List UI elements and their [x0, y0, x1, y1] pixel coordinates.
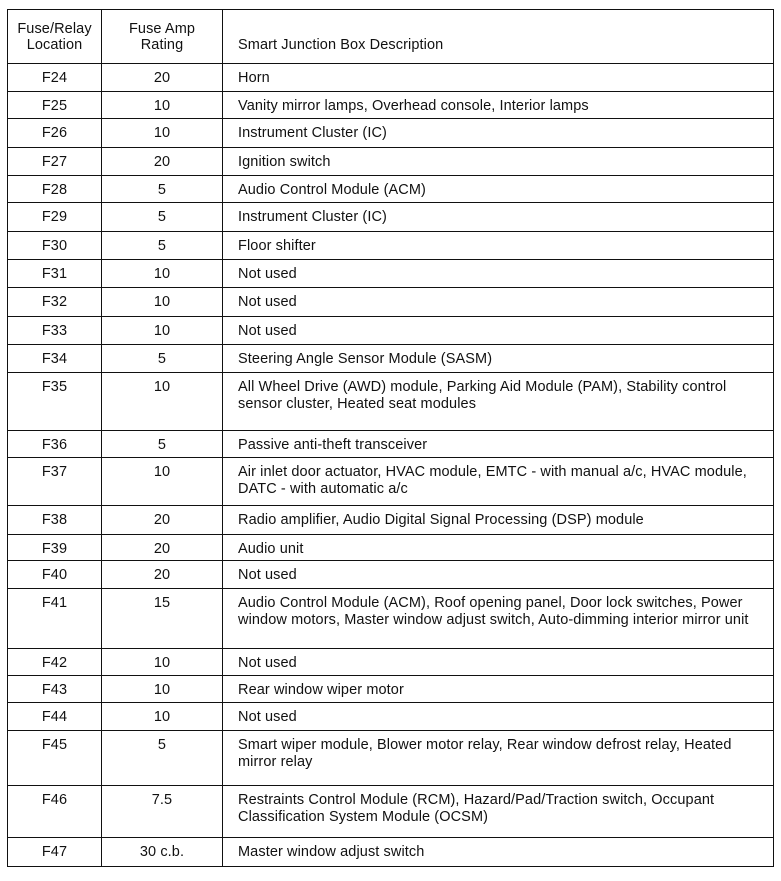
header-row: [8, 10, 774, 64]
fuse-description: Passive anti-theft transceiver: [223, 431, 774, 458]
header-rating-line: Fuse Amp: [128, 20, 196, 37]
table-row: [8, 703, 774, 731]
table-row: [8, 119, 774, 148]
fuse-description: Air inlet door actuator, HVAC module, EMTC - with manual a/c, HVAC module, DATC - with automatic a/c: [223, 458, 774, 506]
fuse-description: Steering Angle Sensor Module (SASM): [223, 345, 774, 373]
fuse-location: F39: [8, 535, 102, 561]
fuse-amp-rating: 10: [102, 288, 223, 317]
fuse-location: F26: [8, 119, 102, 148]
fuse-amp-rating: 5: [102, 203, 223, 232]
fuse-location: F37: [8, 458, 102, 506]
table-row: [8, 731, 774, 786]
fuse-amp-rating: 20: [102, 148, 223, 176]
fuse-location: F30: [8, 232, 102, 260]
fuse-amp-rating: 10: [102, 92, 223, 119]
fuse-amp-rating: 20: [102, 561, 223, 589]
fuse-amp-rating: 10: [102, 703, 223, 731]
fuse-description: Audio unit: [223, 535, 774, 561]
fuse-location: F36: [8, 431, 102, 458]
fuse-description: Not used: [223, 317, 774, 345]
fuse-location: F44: [8, 703, 102, 731]
fuse-location: F47: [8, 838, 102, 867]
fuse-description: Not used: [223, 288, 774, 317]
fuse-description: Ignition switch: [223, 148, 774, 176]
fuse-amp-rating: 5: [102, 345, 223, 373]
fuse-description: Rear window wiper motor: [223, 676, 774, 703]
table-row: [8, 317, 774, 345]
fuse-amp-rating: 10: [102, 649, 223, 676]
fuse-location: F35: [8, 373, 102, 431]
fuse-amp-rating: 5: [102, 232, 223, 260]
table-row: [8, 431, 774, 458]
fuse-description: Not used: [223, 649, 774, 676]
header-rating: [102, 10, 223, 64]
table-row: [8, 506, 774, 535]
fuse-location: F43: [8, 676, 102, 703]
table-row: [8, 203, 774, 232]
fuse-location: F41: [8, 589, 102, 649]
table-row: [8, 176, 774, 203]
header-location-line: Fuse/Relay: [17, 20, 92, 37]
table-row: [8, 288, 774, 317]
table-row: [8, 458, 774, 506]
fuse-location: F31: [8, 260, 102, 288]
header-description: Smart Junction Box Description: [223, 10, 774, 64]
header-location-line: Location: [26, 36, 83, 53]
fuse-description: Instrument Cluster (IC): [223, 203, 774, 232]
fuse-description: Instrument Cluster (IC): [223, 119, 774, 148]
fuse-location: F33: [8, 317, 102, 345]
header-location: [8, 10, 102, 64]
table-row: [8, 676, 774, 703]
fuse-description: Vanity mirror lamps, Overhead console, Interior lamps: [223, 92, 774, 119]
fuse-location: F28: [8, 176, 102, 203]
table-row: [8, 649, 774, 676]
table-row: [8, 838, 774, 867]
fuse-description: Horn: [223, 64, 774, 92]
table-row: [8, 589, 774, 649]
table-row: [8, 786, 774, 838]
fuse-location: F46: [8, 786, 102, 838]
fuse-description: Not used: [223, 561, 774, 589]
fuse-location: F29: [8, 203, 102, 232]
fuse-amp-rating: 10: [102, 119, 223, 148]
fuse-location: F25: [8, 92, 102, 119]
table-row: [8, 92, 774, 119]
fuse-amp-rating: 5: [102, 176, 223, 203]
fuse-description: Not used: [223, 703, 774, 731]
fuse-amp-rating: 10: [102, 676, 223, 703]
table-row: [8, 373, 774, 431]
fuse-amp-rating: 30 c.b.: [102, 838, 223, 867]
fuse-amp-rating: 20: [102, 506, 223, 535]
table-row: [8, 345, 774, 373]
fuse-amp-rating: 15: [102, 589, 223, 649]
fuse-amp-rating: 7.5: [102, 786, 223, 838]
fuse-amp-rating: 5: [102, 431, 223, 458]
fuse-description: Not used: [223, 260, 774, 288]
fuse-description: All Wheel Drive (AWD) module, Parking Aid Module (PAM), Stability control sensor cluster, Heated seat modules: [223, 373, 774, 431]
table-row: [8, 232, 774, 260]
fuse-amp-rating: 10: [102, 317, 223, 345]
header-rating-line: Rating: [140, 36, 184, 53]
fuse-amp-rating: 5: [102, 731, 223, 786]
fuse-location: F42: [8, 649, 102, 676]
table-row: [8, 260, 774, 288]
table-row: [8, 535, 774, 561]
fuse-description: Floor shifter: [223, 232, 774, 260]
table-row: [8, 561, 774, 589]
fuse-amp-rating: 10: [102, 458, 223, 506]
fuse-description: Radio amplifier, Audio Digital Signal Processing (DSP) module: [223, 506, 774, 535]
fuse-amp-rating: 10: [102, 373, 223, 431]
fuse-location: F38: [8, 506, 102, 535]
fuse-amp-rating: 20: [102, 535, 223, 561]
table-row: [8, 148, 774, 176]
fuse-table: [7, 9, 774, 867]
table-row: [8, 64, 774, 92]
fuse-description: Audio Control Module (ACM): [223, 176, 774, 203]
fuse-amp-rating: 10: [102, 260, 223, 288]
fuse-description: Smart wiper module, Blower motor relay, Rear window defrost relay, Heated mirror relay: [223, 731, 774, 786]
fuse-location: F24: [8, 64, 102, 92]
fuse-location: F27: [8, 148, 102, 176]
fuse-location: F34: [8, 345, 102, 373]
fuse-table-body: [8, 64, 774, 867]
fuse-description: Master window adjust switch: [223, 838, 774, 867]
fuse-description: Restraints Control Module (RCM), Hazard/Pad/Traction switch, Occupant Classification System Module (OCSM): [223, 786, 774, 838]
fuse-location: F45: [8, 731, 102, 786]
fuse-location: F32: [8, 288, 102, 317]
fuse-location: F40: [8, 561, 102, 589]
fuse-amp-rating: 20: [102, 64, 223, 92]
fuse-description: Audio Control Module (ACM), Roof opening panel, Door lock switches, Power window motors, Master window adjust switch, Auto-dimming interior mirror unit: [223, 589, 774, 649]
